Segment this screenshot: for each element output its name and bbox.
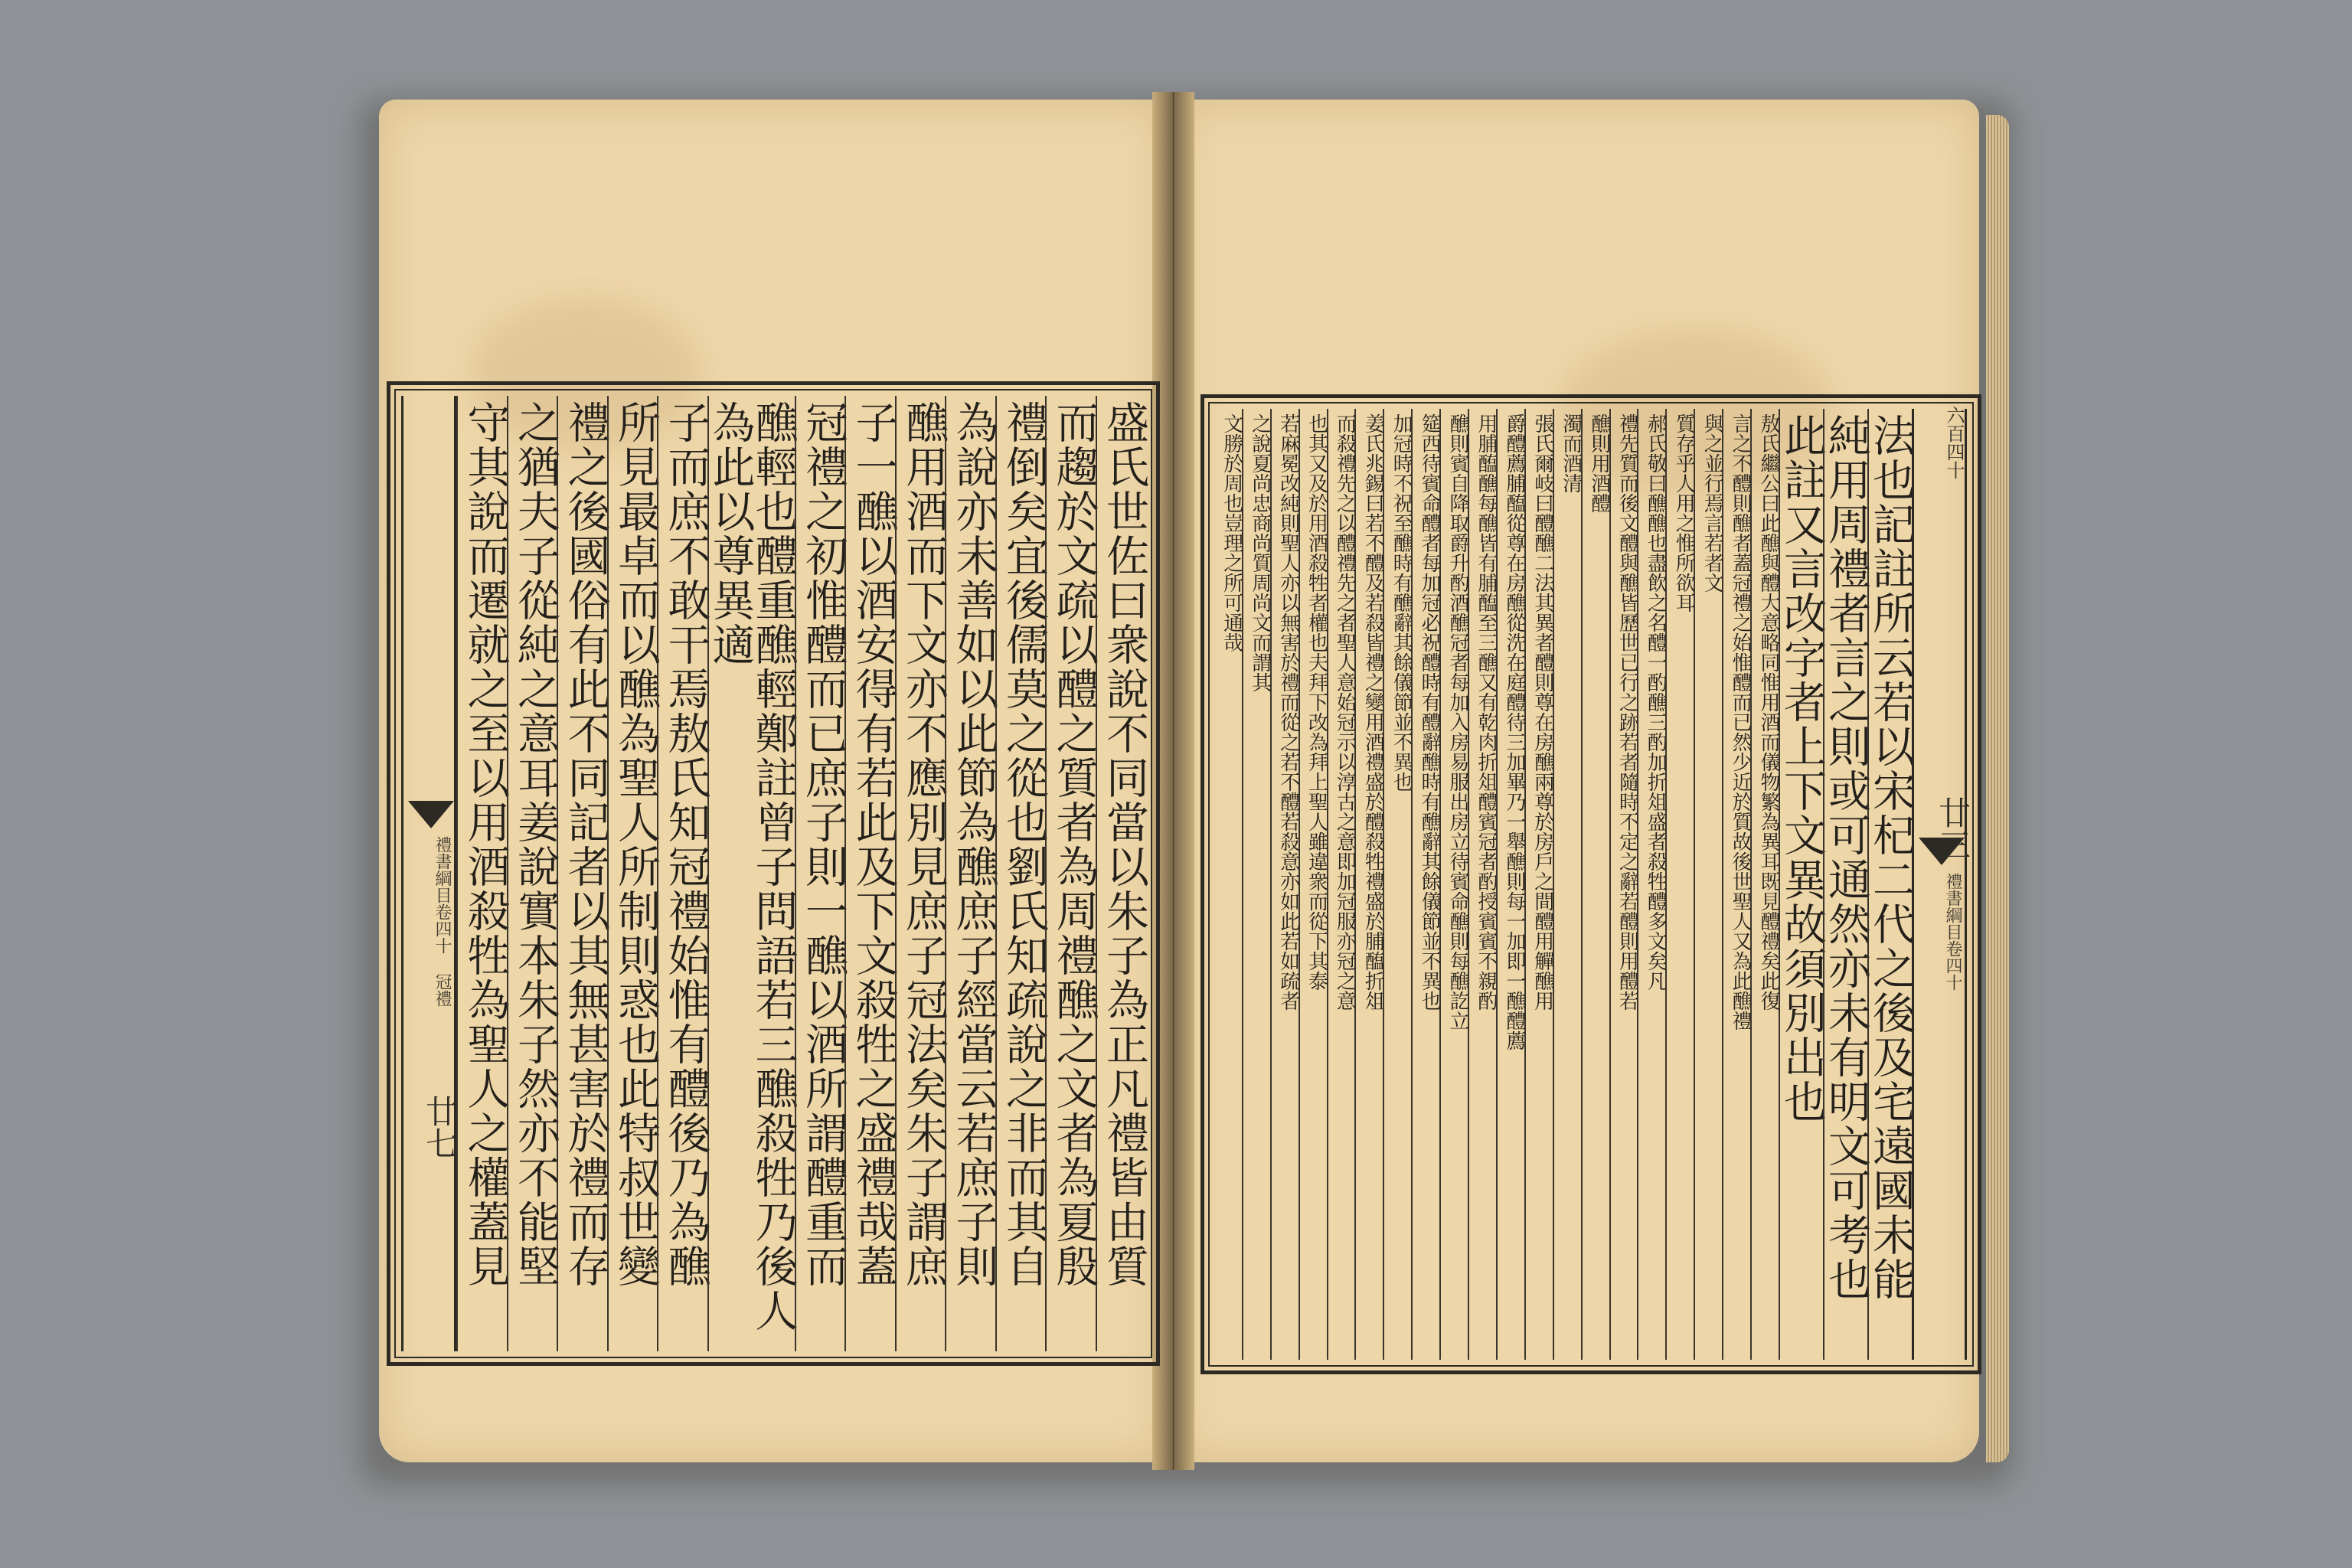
fish-tail-text: 禮書綱目卷四十 冠禮 [433,835,452,1007]
text-column: 敖氏繼公曰此醮與醴大意略同惟用酒而儀物繁為異耳既見醴禮矣此復 [1750,409,1779,1360]
right-text-frame [1200,394,1981,1374]
text-column: 而趨於文疏以醴之質者為周禮醮之文者為夏殷 [1045,396,1096,1351]
fish-tail-margin [401,396,456,1351]
text-column: 之說夏尚忠商尚質周尚文而謂其 [1242,409,1270,1360]
text-column: 禮倒矣宜後儒莫之從也劉氏知疏說之非而其自 [995,396,1046,1351]
text-column: 醮則用酒醴 [1581,409,1609,1360]
right-top-number: 六百四十 [1943,406,1965,479]
text-column: 質存乎人用之惟所欲耳 [1665,409,1694,1360]
text-column: 禮先質而後文醴與醮皆歷世已行之跡若者隨時不定之辭若醴則用醴若 [1609,409,1638,1360]
text-column: 醮用酒而下文亦不應別見庶子冠法矣朱子謂庶 [895,396,946,1351]
text-column: 與之並行焉言若者文 [1694,409,1722,1360]
text-column: 子一醮以酒安得有若此及下文殺牲之盛禮哉蓋 [844,396,895,1351]
text-column: 子而庶不敢干焉敖氏知冠禮始惟有醴後乃為醮 [657,396,707,1351]
text-column: 筵西待賓命醴者每加冠必祝醴時有醴辭醮時有醮辭其餘儀節並不異也 [1411,409,1439,1360]
fish-tail-mark-icon [408,801,454,828]
text-column: 加冠時不祝至醮時有醮辭其餘儀節並不異也 [1383,409,1411,1360]
text-column: 爵醴薦脯醢從尊在房醮從洗在庭醴待三加畢乃一舉醮則每一加即一醮醴薦 [1496,409,1524,1360]
right-columns [1215,409,1967,1360]
text-column: 郝氏敬曰醮醮也盡飲之名醴一酌醮三酌加折俎盛者殺牲醴多文矣凡 [1637,409,1665,1360]
text-column: 禮之後國俗有此不同記者以其無甚害於禮而存 [557,396,607,1351]
text-column: 張氏爾岐曰醴醮二法其異者醴則尊在房醮兩尊於房戶之間醴用觶醮用 [1524,409,1553,1360]
text-column: 法也記註所云若以宋杞二代之後及宅遠國未能 [1867,409,1912,1360]
text-column: 醮輕也醴重醮輕鄭註曾子問語若三醮殺牲乃後人為此以尊異適 [707,396,795,1351]
text-column: 言之不醴則醮者蓋冠禮之始惟醴而已然少近於質故後世聖人又為此醮禮 [1722,409,1750,1360]
text-column: 也其又及於用酒殺牲者權也夫拜下改為拜上聖人雖違衆而從下其泰 [1298,409,1327,1360]
left-columns [401,396,1149,1351]
text-column: 醮則賓自降取爵升酌酒醮冠者每加入房易服出房立待賓命醮則每醮訖立 [1439,409,1468,1360]
text-column: 盛氏世佐曰衆說不同當以朱子為正凡禮皆由質 [1096,396,1146,1351]
text-column: 守其說而遷就之至以用酒殺牲為聖人之權蓋見 [456,396,507,1351]
text-column: 純用周禮者言之則或可通然亦未有明文可考也 [1823,409,1867,1360]
text-column: 之猶夫子從純之意耳姜說實本朱子然亦不能堅 [507,396,557,1351]
page-edge-stack [1986,115,2009,1462]
left-folio-number: 廿七 [421,1095,459,1159]
text-column: 用脯醢醮每醮皆有脯醢至三醮又有乾肉折俎醴賓冠者酌授賓賓不親酌 [1468,409,1496,1360]
text-column: 而殺禮先之以醴禮先之者聖人意始冠示以淳古之意即加冠服亦冠之意 [1327,409,1355,1360]
fish-tail-text: 禮書綱目卷四十 [1943,873,1962,991]
fish-tail-margin [1912,409,1967,1360]
text-column: 濁而酒清 [1553,409,1581,1360]
text-column: 若麻冕改純則聖人亦以無害於禮而從之若不醴若殺意亦如此若如疏者 [1270,409,1298,1360]
text-column: 為說亦未善如以此節為醮庶子經當云若庶子則 [945,396,995,1351]
right-folio-number: 廿三 [1934,796,1971,861]
left-text-frame [387,381,1160,1366]
text-column: 冠禮之初惟醴而已庶子則一醮以酒所謂醴重而 [795,396,845,1351]
text-column: 姜氏兆錫曰若不醴及若殺皆禮之變用酒禮盛於醴殺牲禮盛於脯醢折俎 [1354,409,1383,1360]
text-column: 文勝於周也豈理之所可通哉 [1220,413,1243,652]
text-column: 所見最卓而以醮為聖人所制則惑也此特叔世變 [607,396,658,1351]
text-column: 此註又言改字者上下文異故須別出也 [1779,409,1823,1360]
